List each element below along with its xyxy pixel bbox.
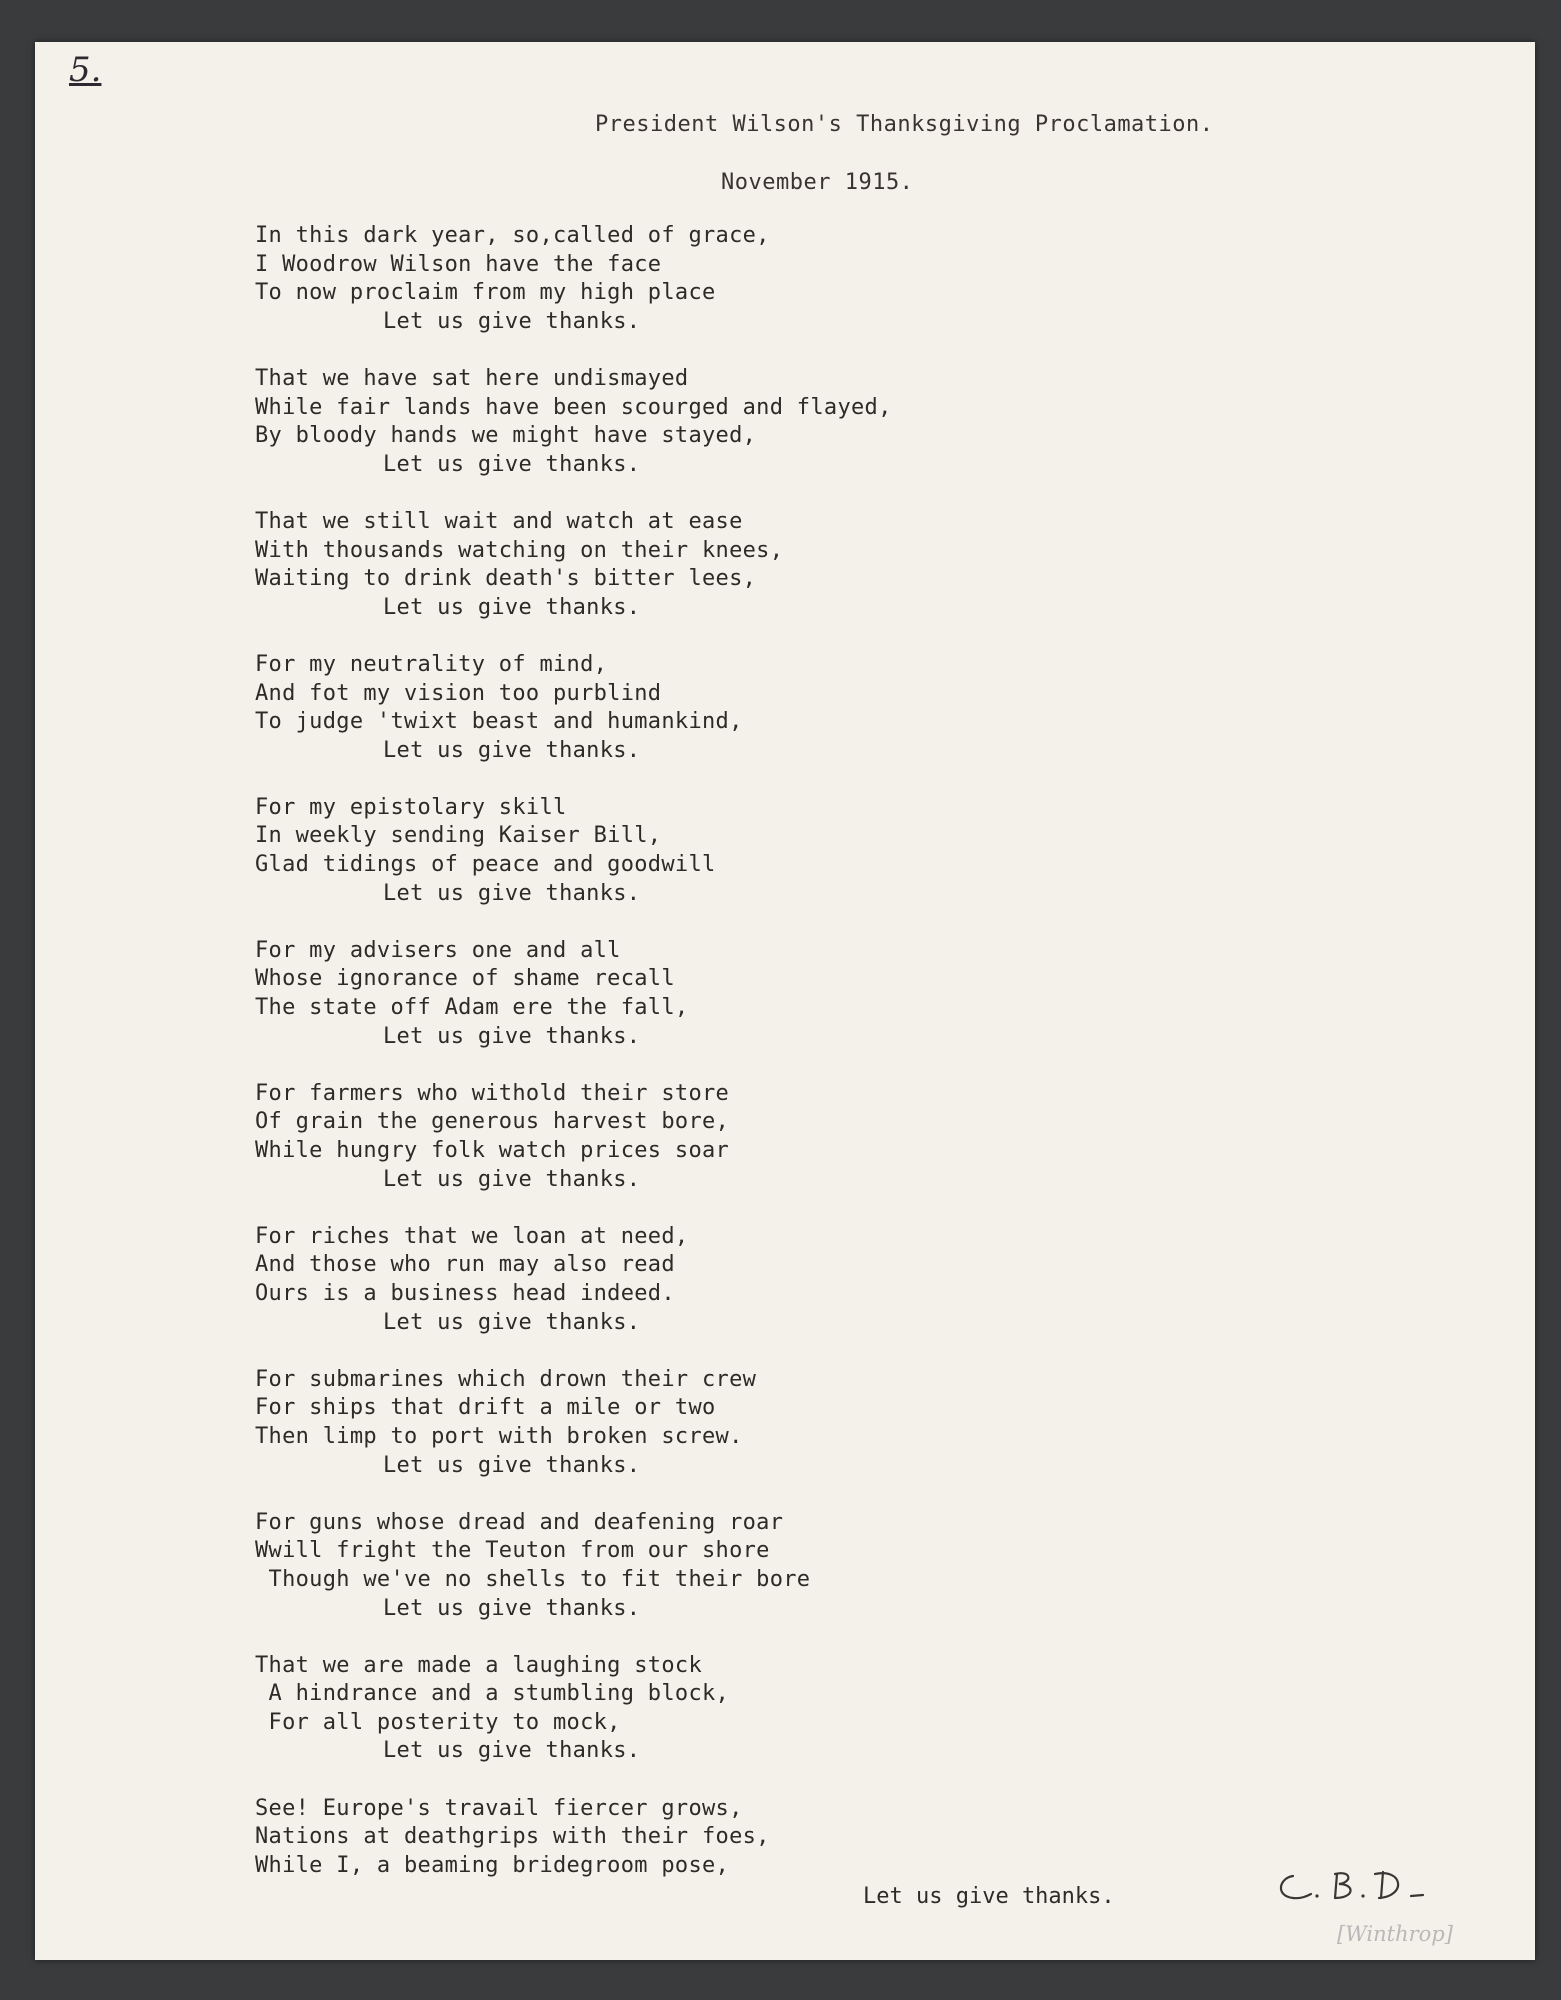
poem-line: Of grain the generous harvest bore, (255, 1109, 730, 1135)
refrain-line: Let us give thanks. (383, 1452, 641, 1478)
poem-line: While hungry folk watch prices soar (255, 1138, 730, 1163)
poem-line: While fair lands have been scourged and flayed, (255, 394, 892, 420)
poem-line: See! Europe's travail fiercer grows, (255, 1795, 743, 1821)
poem-line: I Woodrow Wilson have the face (255, 251, 662, 277)
poem-line: For submarines which drown their crew (255, 1366, 757, 1392)
page-number: 5. (69, 50, 102, 90)
refrain-line: Let us give thanks. (383, 308, 641, 334)
refrain-line: Let us give thanks. (383, 1166, 641, 1192)
poem-line: A hindrance and a stumbling block, (255, 1681, 730, 1707)
refrain-line: Let us give thanks. (383, 1738, 641, 1764)
final-refrain: Let us give thanks. (863, 1884, 1115, 1909)
stanza (255, 1509, 1155, 1623)
document-date: November 1915. (721, 170, 914, 195)
poem-line: Though we've no shells to fit their bore (255, 1566, 811, 1592)
stanza (255, 1223, 1155, 1337)
poem-line: That we have sat here undismayed (255, 365, 689, 391)
poem-line: Wwill fright the Teuton from our shore (255, 1538, 770, 1564)
poem-line: To judge 'twixt beast and humankind, (255, 709, 743, 735)
poem-line: While I, a beaming bridegroom pose, (255, 1852, 730, 1878)
refrain-line: Let us give thanks. (383, 1023, 641, 1049)
stanza (255, 794, 1155, 908)
poem-line: To now proclaim from my high place (255, 280, 716, 306)
stanza (255, 222, 1155, 336)
refrain-line: Let us give thanks. (383, 737, 641, 763)
poem-line: That we still wait and watch at ease (255, 508, 743, 534)
stanza (255, 1652, 1155, 1766)
poem-line: Waiting to drink death's bitter lees, (255, 566, 757, 592)
stanza (255, 508, 1155, 622)
refrain-line: Let us give thanks. (383, 451, 641, 477)
poem-line: The state off Adam ere the fall, (255, 995, 689, 1021)
poem-body (255, 222, 1155, 1909)
poem-line: Whose ignorance of shame recall (255, 966, 675, 992)
poem-line: For guns whose dread and deafening roar (255, 1509, 784, 1535)
poem-line: With thousands watching on their knees, (255, 537, 784, 563)
poem-line: For ships that drift a mile or two (255, 1395, 716, 1421)
poem-line: For my advisers one and all (255, 937, 621, 963)
refrain-line: Let us give thanks. (383, 880, 641, 906)
refrain-line: Let us give thanks. (383, 1309, 641, 1335)
poem-line: For riches that we loan at need, (255, 1223, 689, 1249)
poem-line: And those who run may also read (255, 1252, 675, 1278)
poem-line: For farmers who withold their store (255, 1080, 730, 1106)
poem-line: For my epistolary skill (255, 794, 567, 820)
poem-line: And fot my vision too purblind (255, 680, 662, 706)
stanza (255, 365, 1155, 479)
stanza (255, 1080, 1155, 1194)
handwritten-signature (1271, 1854, 1431, 1914)
poem-line: By bloody hands we might have stayed, (255, 423, 757, 449)
poem-line: For my neutrality of mind, (255, 651, 608, 677)
poem-line: Ours is a business head indeed. (255, 1280, 675, 1306)
poem-line: Nations at deathgrips with their foes, (255, 1824, 770, 1850)
poem-line: Then limp to port with broken screw. (255, 1423, 743, 1449)
poem-line: Glad tidings of peace and goodwill (255, 852, 716, 878)
refrain-line: Let us give thanks. (383, 1595, 641, 1621)
pencil-annotation: [Winthrop] (1337, 1922, 1453, 1946)
stanza (255, 1795, 1155, 1881)
poem-line: In weekly sending Kaiser Bill, (255, 823, 662, 849)
stanza (255, 1366, 1155, 1480)
poem-line: That we are made a laughing stock (255, 1652, 702, 1678)
stanza (255, 651, 1155, 765)
document-page (35, 42, 1535, 1960)
poem-line: For all posterity to mock, (255, 1709, 621, 1735)
document-title: President Wilson's Thanksgiving Proclamation. (595, 112, 1214, 137)
poem-line: In this dark year, so,called of grace, (255, 223, 770, 248)
stanza (255, 937, 1155, 1051)
refrain-line: Let us give thanks. (383, 594, 641, 620)
